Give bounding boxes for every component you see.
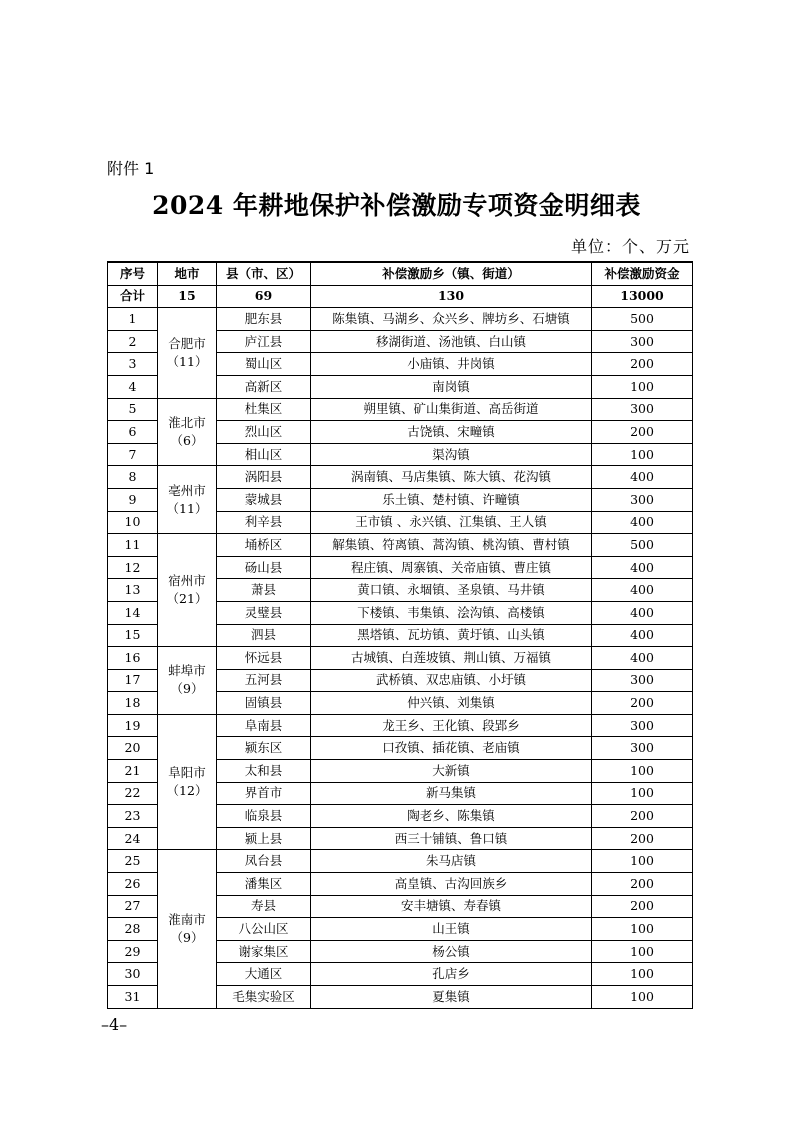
city-county-count: （21） bbox=[166, 591, 208, 607]
funds-cell: 300 bbox=[592, 330, 693, 353]
towns-cell: 小庙镇、井岗镇 bbox=[311, 353, 592, 376]
serial-cell: 10 bbox=[108, 511, 158, 534]
funds-cell: 400 bbox=[592, 466, 693, 489]
county-cell: 大通区 bbox=[217, 963, 311, 986]
towns-cell: 程庄镇、周寨镇、关帝庙镇、曹庄镇 bbox=[311, 556, 592, 579]
towns-cell: 涡南镇、马店集镇、陈大镇、花沟镇 bbox=[311, 466, 592, 489]
table-body bbox=[108, 285, 693, 1008]
city-name: 淮北市 bbox=[168, 414, 206, 430]
header-serial: 序号 bbox=[108, 262, 158, 285]
table-header-row bbox=[108, 262, 693, 285]
towns-cell: 解集镇、符离镇、蒿沟镇、桃沟镇、曹村镇 bbox=[311, 534, 592, 557]
header-funds: 补偿激励资金 bbox=[592, 262, 693, 285]
serial-cell: 1 bbox=[108, 308, 158, 331]
serial-cell: 30 bbox=[108, 963, 158, 986]
table-row bbox=[108, 647, 693, 670]
county-cell: 寿县 bbox=[217, 895, 311, 918]
county-cell: 蜀山区 bbox=[217, 353, 311, 376]
serial-cell: 16 bbox=[108, 647, 158, 670]
funds-cell: 400 bbox=[592, 579, 693, 602]
county-cell: 庐江县 bbox=[217, 330, 311, 353]
towns-cell: 王市镇 、永兴镇、江集镇、王人镇 bbox=[311, 511, 592, 534]
funds-cell: 100 bbox=[592, 760, 693, 783]
towns-cell: 夏集镇 bbox=[311, 986, 592, 1009]
towns-cell: 武桥镇、双忠庙镇、小圩镇 bbox=[311, 669, 592, 692]
city-name: 亳州市 bbox=[168, 482, 206, 498]
towns-cell: 安丰塘镇、寿春镇 bbox=[311, 895, 592, 918]
city-county-count: （12） bbox=[166, 783, 208, 799]
serial-cell: 28 bbox=[108, 918, 158, 941]
table-row bbox=[108, 714, 693, 737]
serial-cell: 6 bbox=[108, 421, 158, 444]
serial-cell: 23 bbox=[108, 805, 158, 828]
funds-cell: 500 bbox=[592, 308, 693, 331]
county-cell: 潘集区 bbox=[217, 873, 311, 896]
towns-cell: 山王镇 bbox=[311, 918, 592, 941]
funds-cell: 100 bbox=[592, 963, 693, 986]
funds-cell: 100 bbox=[592, 375, 693, 398]
towns-cell: 黑塔镇、瓦坊镇、黄圩镇、山头镇 bbox=[311, 624, 592, 647]
city-cell bbox=[158, 714, 217, 850]
towns-cell: 南岗镇 bbox=[311, 375, 592, 398]
serial-cell: 17 bbox=[108, 669, 158, 692]
towns-cell: 孔店乡 bbox=[311, 963, 592, 986]
city-name: 蚌埠市 bbox=[168, 663, 206, 679]
county-cell: 凤台县 bbox=[217, 850, 311, 873]
serial-cell: 21 bbox=[108, 760, 158, 783]
summary-label: 合计 bbox=[108, 285, 158, 308]
city-county-count: （11） bbox=[166, 500, 208, 516]
summary-row bbox=[108, 285, 693, 308]
funds-cell: 200 bbox=[592, 873, 693, 896]
county-cell: 颍东区 bbox=[217, 737, 311, 760]
serial-cell: 14 bbox=[108, 601, 158, 624]
funds-cell: 200 bbox=[592, 421, 693, 444]
header-city: 地市 bbox=[158, 262, 217, 285]
towns-cell: 新马集镇 bbox=[311, 782, 592, 805]
city-cell bbox=[158, 647, 217, 715]
towns-cell: 陶老乡、陈集镇 bbox=[311, 805, 592, 828]
county-cell: 怀远县 bbox=[217, 647, 311, 670]
county-cell: 颍上县 bbox=[217, 827, 311, 850]
city-name: 合肥市 bbox=[168, 335, 206, 351]
county-cell: 泗县 bbox=[217, 624, 311, 647]
towns-cell: 朔里镇、矿山集街道、高岳街道 bbox=[311, 398, 592, 421]
serial-cell: 19 bbox=[108, 714, 158, 737]
funds-cell: 100 bbox=[592, 850, 693, 873]
towns-cell: 大新镇 bbox=[311, 760, 592, 783]
serial-cell: 27 bbox=[108, 895, 158, 918]
towns-cell: 下楼镇、韦集镇、浍沟镇、高楼镇 bbox=[311, 601, 592, 624]
serial-cell: 24 bbox=[108, 827, 158, 850]
city-name: 淮南市 bbox=[168, 912, 206, 928]
funds-cell: 500 bbox=[592, 534, 693, 557]
funds-cell: 400 bbox=[592, 556, 693, 579]
county-cell: 临泉县 bbox=[217, 805, 311, 828]
city-cell bbox=[158, 466, 217, 534]
header-county: 县（市、区） bbox=[217, 262, 311, 285]
serial-cell: 31 bbox=[108, 986, 158, 1009]
serial-cell: 4 bbox=[108, 375, 158, 398]
serial-cell: 26 bbox=[108, 873, 158, 896]
county-cell: 阜南县 bbox=[217, 714, 311, 737]
city-cell bbox=[158, 534, 217, 647]
funds-cell: 100 bbox=[592, 782, 693, 805]
summary-towns: 130 bbox=[311, 285, 592, 308]
funds-cell: 400 bbox=[592, 647, 693, 670]
funds-cell: 200 bbox=[592, 353, 693, 376]
serial-cell: 29 bbox=[108, 940, 158, 963]
city-county-count: （9） bbox=[170, 681, 204, 697]
serial-cell: 12 bbox=[108, 556, 158, 579]
county-cell: 五河县 bbox=[217, 669, 311, 692]
funds-cell: 100 bbox=[592, 918, 693, 941]
county-cell: 高新区 bbox=[217, 375, 311, 398]
county-cell: 灵璧县 bbox=[217, 601, 311, 624]
funds-cell: 400 bbox=[592, 601, 693, 624]
serial-cell: 22 bbox=[108, 782, 158, 805]
serial-cell: 20 bbox=[108, 737, 158, 760]
towns-cell: 龙王乡、王化镇、段郢乡 bbox=[311, 714, 592, 737]
county-cell: 界首市 bbox=[217, 782, 311, 805]
city-county-count: （6） bbox=[170, 432, 204, 448]
serial-cell: 9 bbox=[108, 488, 158, 511]
funds-cell: 300 bbox=[592, 398, 693, 421]
table-row bbox=[108, 308, 693, 331]
serial-cell: 7 bbox=[108, 443, 158, 466]
towns-cell: 黄口镇、永堌镇、圣泉镇、马井镇 bbox=[311, 579, 592, 602]
city-county-count: （11） bbox=[166, 353, 208, 369]
county-cell: 太和县 bbox=[217, 760, 311, 783]
towns-cell: 杨公镇 bbox=[311, 940, 592, 963]
county-cell: 烈山区 bbox=[217, 421, 311, 444]
funds-table bbox=[107, 261, 693, 1009]
table-row bbox=[108, 398, 693, 421]
attachment-label: 附件 1 bbox=[107, 159, 155, 178]
county-cell: 相山区 bbox=[217, 443, 311, 466]
funds-cell: 200 bbox=[592, 827, 693, 850]
county-cell: 利辛县 bbox=[217, 511, 311, 534]
towns-cell: 陈集镇、马湖乡、众兴乡、牌坊乡、石塘镇 bbox=[311, 308, 592, 331]
summary-cities: 15 bbox=[158, 285, 217, 308]
towns-cell: 古饶镇、宋疃镇 bbox=[311, 421, 592, 444]
summary-counties: 69 bbox=[217, 285, 311, 308]
funds-cell: 300 bbox=[592, 488, 693, 511]
serial-cell: 5 bbox=[108, 398, 158, 421]
county-cell: 涡阳县 bbox=[217, 466, 311, 489]
summary-funds: 13000 bbox=[592, 285, 693, 308]
serial-cell: 2 bbox=[108, 330, 158, 353]
county-cell: 肥东县 bbox=[217, 308, 311, 331]
city-cell bbox=[158, 308, 217, 398]
towns-cell: 高皇镇、古沟回族乡 bbox=[311, 873, 592, 896]
table-row bbox=[108, 466, 693, 489]
city-county-count: （9） bbox=[170, 930, 204, 946]
table-row bbox=[108, 850, 693, 873]
table-row bbox=[108, 534, 693, 557]
towns-cell: 仲兴镇、刘集镇 bbox=[311, 692, 592, 715]
county-cell: 蒙城县 bbox=[217, 488, 311, 511]
unit-note: 单位：个、万元 bbox=[570, 237, 690, 256]
page-number: –4– bbox=[101, 1015, 128, 1034]
funds-cell: 400 bbox=[592, 624, 693, 647]
towns-cell: 朱马店镇 bbox=[311, 850, 592, 873]
county-cell: 固镇县 bbox=[217, 692, 311, 715]
serial-cell: 8 bbox=[108, 466, 158, 489]
city-cell bbox=[158, 850, 217, 1008]
county-cell: 毛集实验区 bbox=[217, 986, 311, 1009]
funds-cell: 300 bbox=[592, 737, 693, 760]
serial-cell: 3 bbox=[108, 353, 158, 376]
county-cell: 砀山县 bbox=[217, 556, 311, 579]
funds-cell: 300 bbox=[592, 669, 693, 692]
towns-cell: 乐土镇、楚村镇、许疃镇 bbox=[311, 488, 592, 511]
towns-cell: 西三十铺镇、鲁口镇 bbox=[311, 827, 592, 850]
funds-cell: 200 bbox=[592, 805, 693, 828]
county-cell: 萧县 bbox=[217, 579, 311, 602]
county-cell: 埇桥区 bbox=[217, 534, 311, 557]
funds-cell: 100 bbox=[592, 986, 693, 1009]
serial-cell: 18 bbox=[108, 692, 158, 715]
towns-cell: 渠沟镇 bbox=[311, 443, 592, 466]
city-cell bbox=[158, 398, 217, 466]
funds-cell: 200 bbox=[592, 895, 693, 918]
towns-cell: 古城镇、白莲坡镇、荆山镇、万福镇 bbox=[311, 647, 592, 670]
towns-cell: 移湖街道、汤池镇、白山镇 bbox=[311, 330, 592, 353]
serial-cell: 13 bbox=[108, 579, 158, 602]
city-name: 宿州市 bbox=[168, 573, 206, 589]
city-name: 阜阳市 bbox=[168, 765, 206, 781]
county-cell: 杜集区 bbox=[217, 398, 311, 421]
funds-cell: 200 bbox=[592, 692, 693, 715]
funds-cell: 300 bbox=[592, 714, 693, 737]
towns-cell: 口孜镇、插花镇、老庙镇 bbox=[311, 737, 592, 760]
funds-cell: 400 bbox=[592, 511, 693, 534]
county-cell: 八公山区 bbox=[217, 918, 311, 941]
header-towns: 补偿激励乡（镇、街道） bbox=[311, 262, 592, 285]
serial-cell: 11 bbox=[108, 534, 158, 557]
funds-cell: 100 bbox=[592, 443, 693, 466]
funds-cell: 100 bbox=[592, 940, 693, 963]
county-cell: 谢家集区 bbox=[217, 940, 311, 963]
serial-cell: 15 bbox=[108, 624, 158, 647]
page-title: 2024 年耕地保护补偿激励专项资金明细表 bbox=[152, 191, 641, 220]
serial-cell: 25 bbox=[108, 850, 158, 873]
